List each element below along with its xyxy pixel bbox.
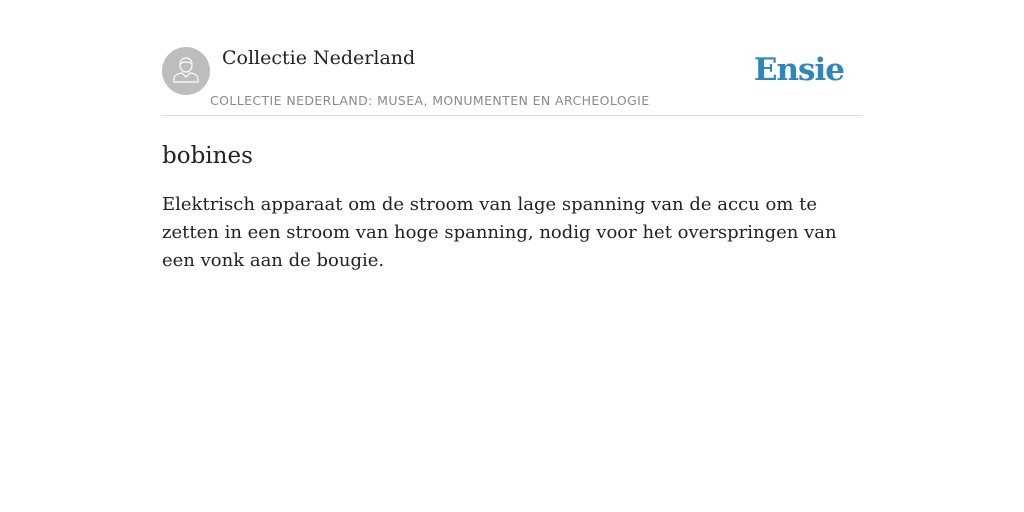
entry-header [162,46,862,116]
author-subtitle: COLLECTIE NEDERLAND: MUSEA, MONUMENTEN EN ARCHEOLOGIE [210,93,650,108]
entry-card [162,46,862,275]
user-icon [171,54,201,88]
avatar[interactable] [162,47,210,95]
brand-logo[interactable]: Ensie [753,52,844,88]
entry-definition: Elektrisch apparaat om de stroom van lage spanning van de accu om te zetten in een stroom van hoge spanning, nodig voor het overspringen van een vonk aan de bougie. [162,194,837,271]
entry-term: bobines [162,143,253,169]
author-name[interactable]: Collectie Nederland [222,47,416,69]
